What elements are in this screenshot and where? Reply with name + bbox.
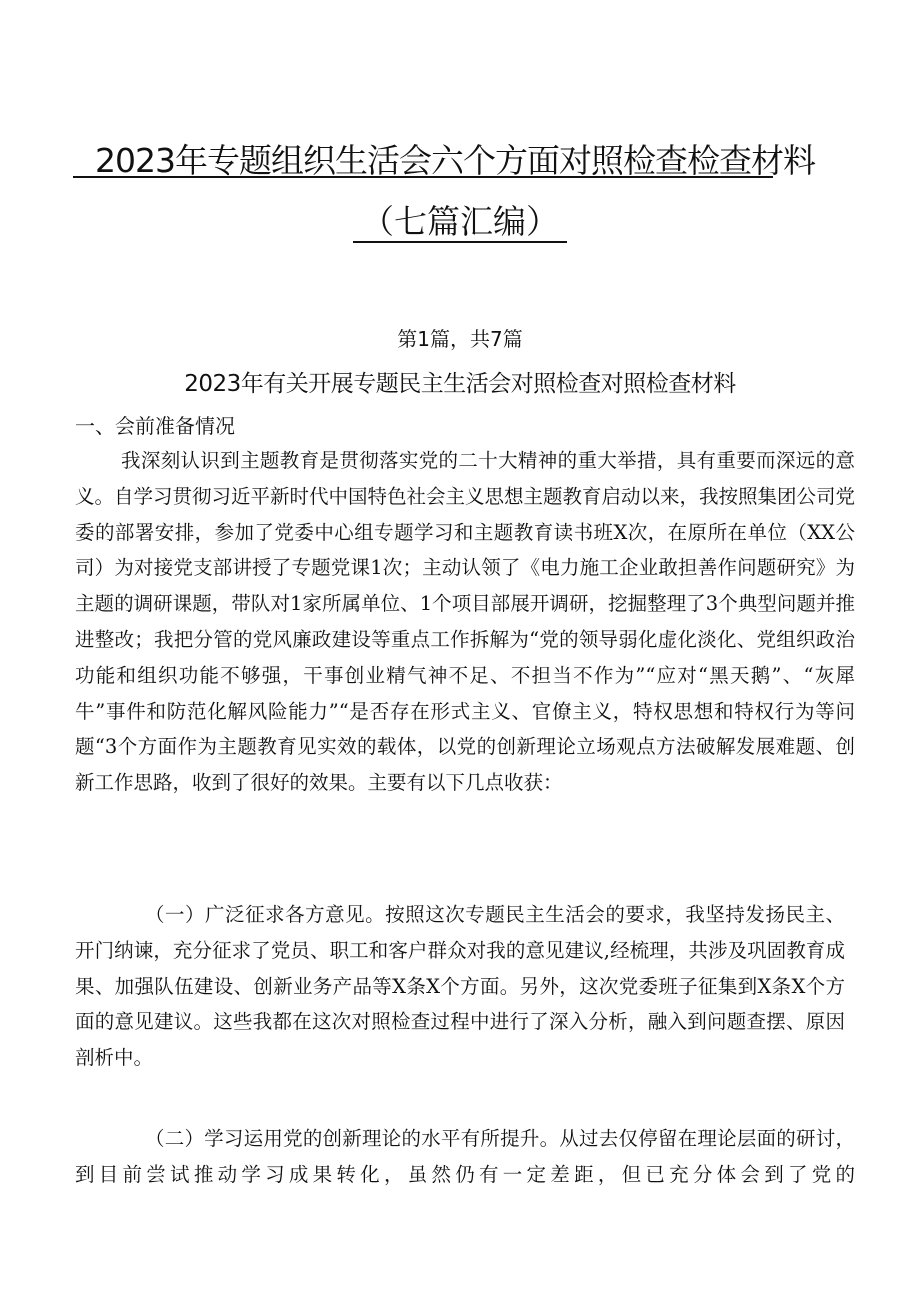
section-heading: 一、会前准备情况 bbox=[75, 414, 235, 438]
title-underline bbox=[73, 176, 773, 178]
body-paragraph-2: （一）广泛征求各方意见。按照这次专题民主生活会的要求，我坚持发扬民主、开门纳谏，充分征求了党员、职工和客户群众对我的意见建议,经梳理，共涉及巩固教育成果、加强队伍建设、创新业务产品等X条X个方面。另外，这次党委班子征集到X条X个方面的意见建议。这些我都在这次对照检查过程中进行了深入分析，融入到问题查摆、原因剖析中。 bbox=[75, 903, 845, 1070]
title-subline-text: （七篇汇编） bbox=[353, 202, 567, 243]
document-title: 2023年专题组织生活会六个方面对照检查检查材料 bbox=[95, 141, 815, 180]
body-paragraph-1: 我深刻认识到主题教育是贯彻落实党的二十大精神的重大举措，具有重要而深远的意义。自学习贯彻习近平新时代中国特色社会主义思想主题教育启动以来，我按照集团公司党委的部署安排，参加了党委中心组专题学习和主题教育读书班X次，在原所在单位（XX公司）为对接党支部讲授了专题党课1次；主动认领了《电力施工企业敢担善作问题研究》为主题的调研课题，带队对1家所属单位、1个项目部展开调研，挖掘整理了3个典型问题并推进整改；我把分管的党风廉政建设等重点工作拆解为“党的领导弱化虚化淡化、党组织政治功能和组织功能不够强，干事创业精气神不足、不担当不作为”“应对“黑天鹅”、“灰犀牛”事件和防范化解风险能力”“是否存在形式主义、官僚主义，特权思想和特权行为等问题“3个方面作为主题教育见实效的载体，以党的创新理论立场观点方法破解发展难题、创新工作思路，收到了很好的效果。主要有以下几点收获： bbox=[75, 449, 856, 795]
part-label: 第1篇，共7篇 bbox=[397, 327, 523, 351]
article-subtitle: 2023年有关开展专题民主生活会对照检查对照检查材料 bbox=[184, 371, 736, 397]
body-paragraph-3: （二）学习运用党的创新理论的水平有所提升。从过去仅停留在理论层面的研讨，到目前尝试推动学习成果转化，虽然仍有一定差距，但已充分体会到了党的 bbox=[75, 1127, 855, 1186]
document-title-subline bbox=[0, 196, 920, 243]
